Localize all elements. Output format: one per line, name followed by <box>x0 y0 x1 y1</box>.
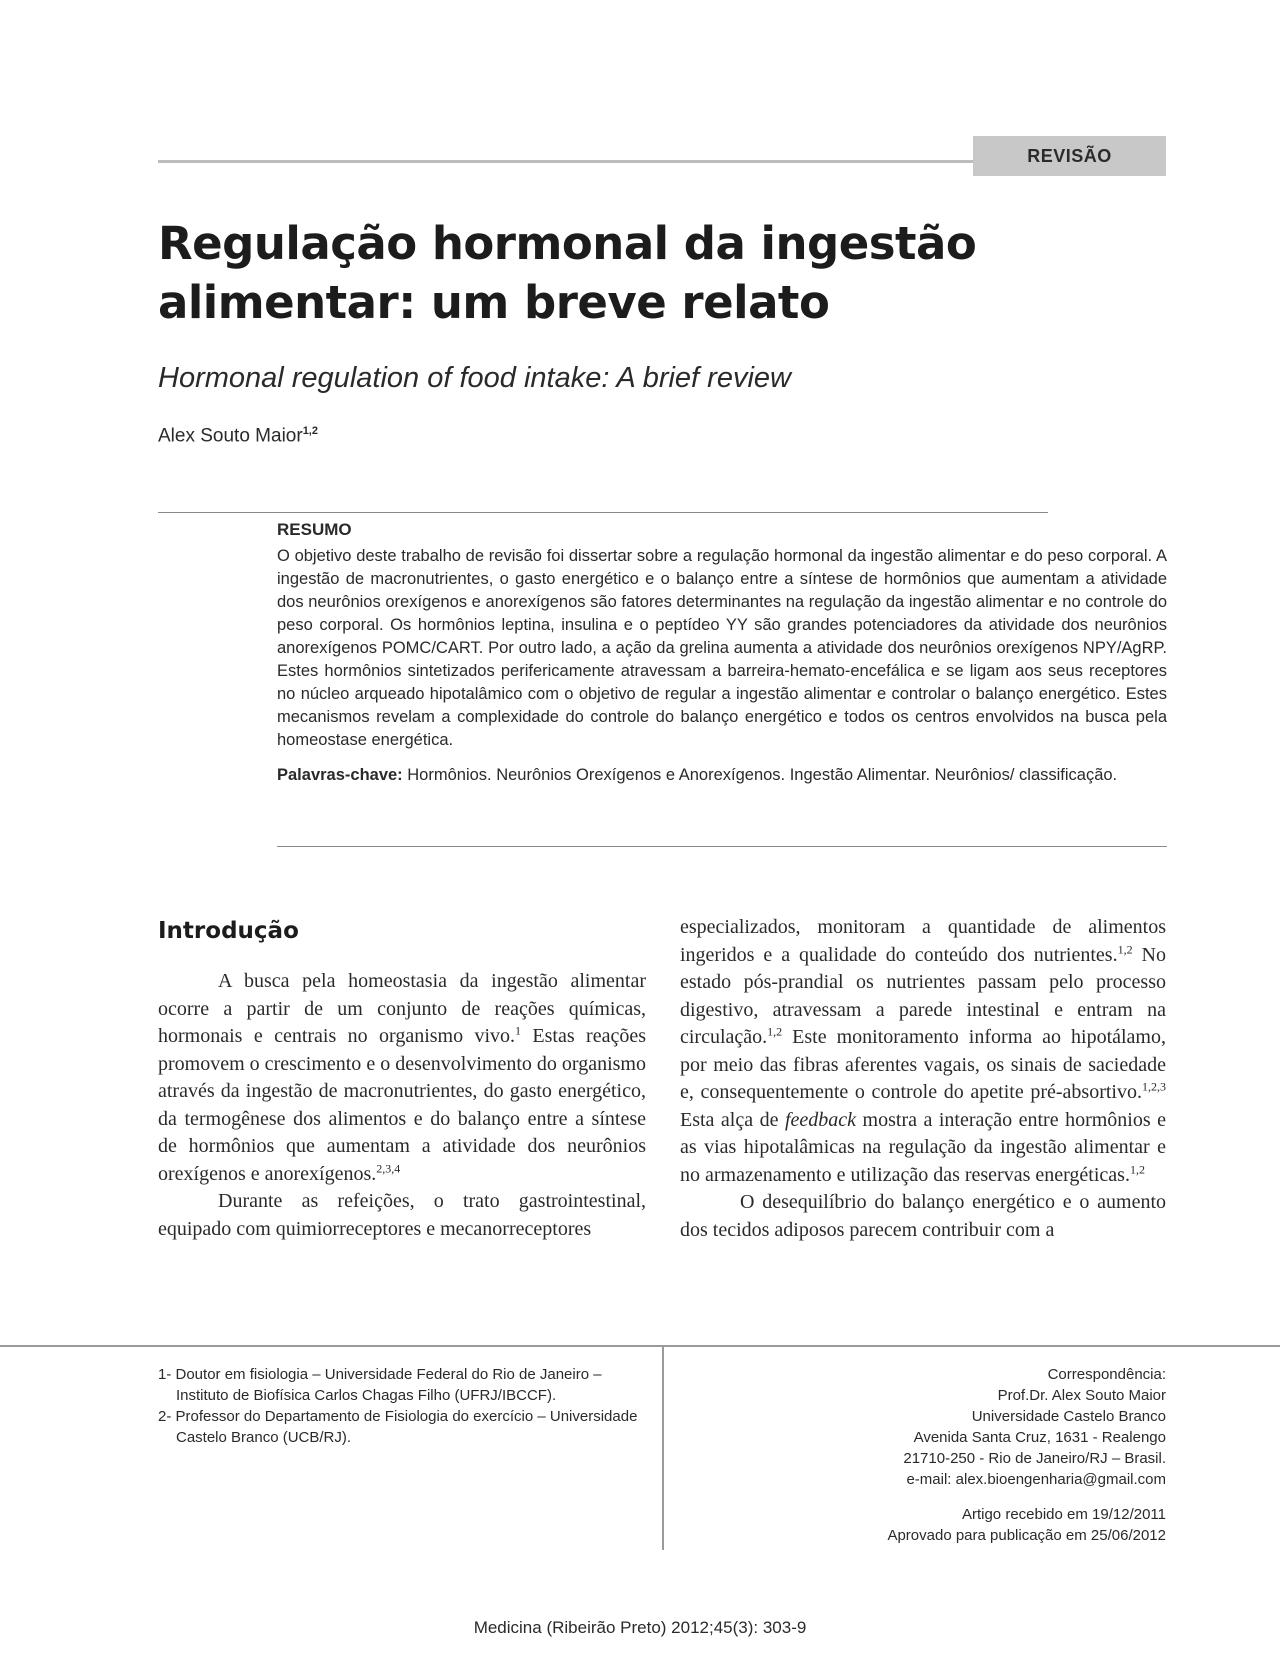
paragraph-text: O desequilíbrio do balanço energético e o aumento dos tecidos adiposos parecem contribuir com a <box>680 1191 1166 1241</box>
paragraph-text: especializados, monitoram a quantidade de alimentos ingeridos e a qualidade do conteúdo dos nutrientes. <box>680 916 1166 966</box>
correspondence-institution: Universidade Castelo Branco <box>971 1408 1166 1425</box>
paragraph-text: Durante as refeições, o trato gastrointestinal, equipado com quimiorreceptores e mecanorreceptores <box>158 1190 646 1240</box>
author-affiliation-marks: 1,2 <box>302 425 318 437</box>
body-paragraph <box>680 1189 1166 1244</box>
paragraph-text: Estas reações promovem o crescimento e o desenvolvimento do organismo através da ingestão de macronutrientes, do gasto energético, da termogênese dos alimentos e do balanço entre a síntese de hormônios que aumentam a atividade dos neurônios orexígenos e anorexígenos. <box>158 1025 646 1185</box>
reference-marker: 1,2 <box>1117 941 1133 956</box>
paragraph-text: Esta alça de <box>680 1108 785 1131</box>
approved-date: Aprovado para publicação em 25/06/2012 <box>887 1527 1166 1544</box>
abstract-rule-bottom <box>277 846 1167 847</box>
abstract-rule-top <box>158 512 1048 513</box>
reference-marker: 1,2 <box>1129 1161 1145 1176</box>
received-date: Artigo recebido em 19/12/2011 <box>961 1506 1166 1523</box>
author-name: Alex Souto Maior <box>158 425 303 447</box>
title-line-2: alimentar: um breve relato <box>158 276 830 329</box>
author-line <box>158 425 318 447</box>
footnote-item: 2- Professor do Departamento de Fisiologia do exercício – Universidade Castelo Branco (UCB/RJ). <box>158 1408 638 1446</box>
journal-citation: Medicina (Ribeirão Preto) 2012;45(3): 303-9 <box>473 1618 807 1637</box>
section-heading-introduction: Introdução <box>158 918 299 944</box>
reference-marker: 2,3,4 <box>376 1160 401 1175</box>
keywords-list: Hormônios. Neurônios Orexígenos e Anorexígenos. Ingestão Alimentar. Neurônios/ classificação. <box>407 766 1118 784</box>
abstract-text: O objetivo deste trabalho de revisão foi dissertar sobre a regulação hormonal da ingestão alimentar e do peso corporal. A ingestão de macronutrientes, o gasto energético e o balanço entre a síntese de hormônios que aumentam a atividade dos neurônios orexígenos e anorexígenos são fatores determinantes na regulação da ingestão alimentar e no controle do peso corporal. Os hormônios leptina, insulina e o peptídeo YY são grandes potenciadores da atividade dos neurônios anorexígenos POMC/CART. Por outro lado, a ação da grelina aumenta a atividade dos neurônios orexígenos NPY/AgRP. Estes hormônios sintetizados perifericamente atravessam a barreira-hemato-encefálica e se ligam aos seus receptores no núcleo arqueado hipotalâmico com o objetivo de regular a ingestão alimentar e controlar o balanço energético. Estes mecanismos revelam a complexidade do controle do balanço energético e todos os centros envolvidos na busca pela homeostase energética. <box>277 547 1167 749</box>
keywords-label: Palavras-chave: <box>277 766 403 784</box>
correspondence-street: Avenida Santa Cruz, 1631 - Realengo <box>913 1429 1166 1446</box>
correspondence-block <box>700 1364 1166 1546</box>
affiliation-footnotes <box>158 1364 648 1448</box>
reference-marker: 1 <box>515 1023 522 1038</box>
title-line-1: Regulação hormonal da ingestão <box>158 217 977 270</box>
keywords <box>277 764 1167 787</box>
body-paragraph <box>158 968 646 1188</box>
body-paragraph <box>680 914 1166 1189</box>
body-column-left <box>158 912 646 1243</box>
article-subtitle: Hormonal regulation of food intake: A brief review <box>158 362 791 394</box>
paragraph-text: mostra a interação entre hormônios e as vias hipotalâmicas na regulação da ingestão alimentar e no armazenamento e utilização das reservas energéticas. <box>680 1108 1167 1186</box>
reference-marker: 1,2 <box>767 1024 783 1039</box>
abstract-block <box>277 518 1167 787</box>
footer-divider <box>662 1347 664 1550</box>
correspondence-name: Prof.Dr. Alex Souto Maior <box>997 1387 1166 1404</box>
section-label: REVISÃO <box>973 136 1166 176</box>
footer-rule <box>0 1345 1280 1347</box>
footnote-item: 1- Doutor em fisiologia – Universidade Federal do Rio de Janeiro – Instituto de Biofísica Carlos Chagas Filho (UFRJ/IBCCF). <box>158 1366 602 1404</box>
paragraph-text: No estado pós-prandial os nutrientes passam pelo processo digestivo, atravessam a parede intestinal e entram na circulação. <box>680 943 1166 1048</box>
correspondence-city: 21710-250 - Rio de Janeiro/RJ – Brasil. <box>903 1450 1166 1467</box>
body-column-right <box>680 914 1166 1244</box>
correspondence-label: Correspondência: <box>1047 1366 1166 1383</box>
paragraph-text: A busca pela homeostasia da ingestão alimentar ocorre a partir de um conjunto de reações químicas, hormonais e centrais no organismo vivo. <box>158 970 646 1047</box>
article-title <box>158 214 1168 332</box>
header-rule <box>158 160 973 163</box>
italic-term: feedback <box>784 1108 857 1131</box>
reference-marker: 1,2,3 <box>1142 1079 1166 1094</box>
correspondence-email: e-mail: alex.bioengenharia@gmail.com <box>906 1471 1166 1488</box>
body-paragraph <box>158 1188 646 1243</box>
paragraph-text: Este monitoramento informa ao hipotálamo, por meio das fibras aferentes vagais, os sinais de saciedade e, consequentemente o controle do apetite pré-absortivo. <box>680 1026 1166 1103</box>
abstract-heading: RESUMO <box>277 520 352 539</box>
